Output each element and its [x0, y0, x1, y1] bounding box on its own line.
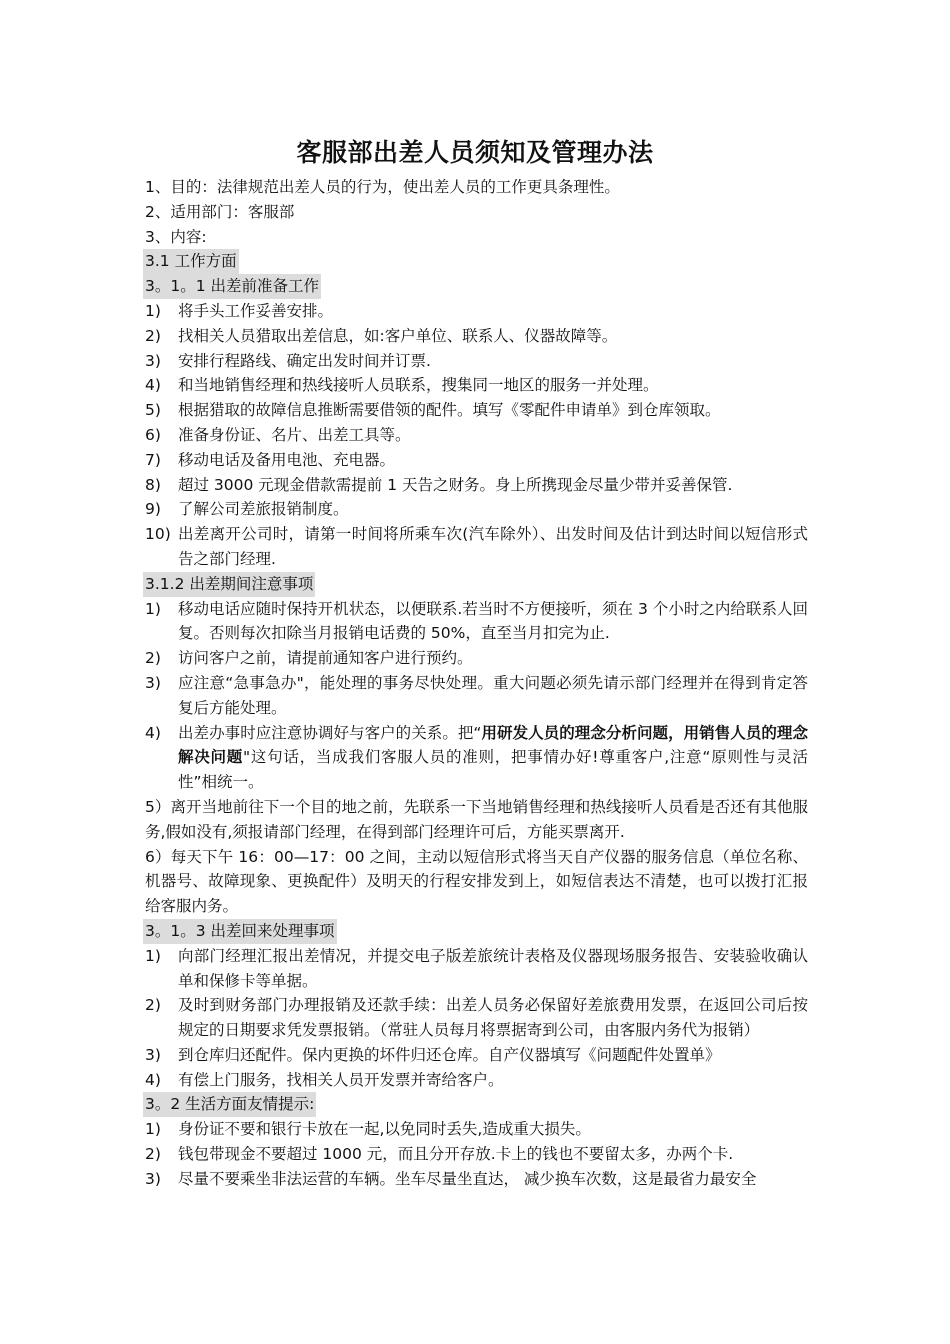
item-text: 了解公司差旅报销制度。 — [178, 500, 349, 519]
paragraph-leave-location: 5）离开当地前往下一个目的地之前，先联系一下当地销售经理和热线接听人员看是否还有其他服务,假如没有,须报请部门经理，在得到部门经理许可后，方能买票离开. — [145, 797, 808, 841]
item-number: 2) — [145, 326, 161, 345]
list-item — [145, 1043, 808, 1068]
item-number: 1) — [145, 301, 161, 320]
item-number: 5) — [145, 401, 161, 420]
section-heading-3-1-2: 3.1.2 出差期间注意事项 — [143, 572, 315, 597]
item-text: 访问客户之前，请提前通知客户进行预约。 — [178, 649, 473, 668]
section-heading-3-1-3: 3。1。3 出差回来处理事项 — [143, 919, 337, 944]
item-number: 3) — [145, 351, 161, 370]
item-number: 3) — [145, 1045, 161, 1064]
item-text: 根据猎取的故障信息推断需要借领的配件。填写《零配件申请单》到仓库领取。 — [178, 401, 721, 420]
item-text-post: "这句话，当成我们客服人员的准则，把事情办好!尊重客户,注意“原则性与灵活性”相统一。 — [178, 748, 808, 792]
item-number: 8) — [145, 475, 161, 494]
list-item — [145, 324, 808, 349]
list-during-trip — [145, 597, 808, 795]
intro-line-content: 3、内容: — [145, 227, 207, 246]
item-text: 向部门经理汇报出差情况，并提交电子版差旅统计表格及仪器现场服务报告、安装验收确认单和保修卡等单据。 — [178, 946, 808, 990]
item-number: 4) — [145, 1070, 161, 1089]
list-after-trip — [145, 944, 808, 1093]
list-item — [145, 1117, 808, 1142]
intro-line-department: 2、适用部门：客服部 — [145, 202, 295, 221]
item-text: 应注意“急事急办"，能处理的事务尽快处理。重大问题必须先请示部门经理并在得到肯定答复后方能处理。 — [178, 673, 808, 717]
list-item — [145, 522, 808, 572]
item-text: 安排行程路线、确定出发时间并订票. — [178, 351, 431, 370]
list-item — [145, 721, 808, 795]
item-number: 1) — [145, 946, 161, 965]
item-text: 及时到财务部门办理报销及还款手续：出差人员务必保留好差旅费用发票，在返回公司后按规定的日期要求凭发票报销。（常驻人员每月将票据寄到公司，由客服内务代为报销） — [178, 996, 808, 1040]
item-text: 超过 3000 元现金借款需提前 1 天告之财务。身上所携现金尽量少带并妥善保管. — [178, 475, 733, 494]
list-item — [145, 646, 808, 671]
item-text: 找相关人员猎取出差信息，如:客户单位、联系人、仪器故障等。 — [178, 326, 618, 345]
list-item — [145, 349, 808, 374]
item-number: 2) — [145, 649, 161, 668]
list-pre-trip — [145, 299, 808, 572]
item-number: 1) — [145, 599, 161, 618]
item-number: 9) — [145, 500, 161, 519]
item-text-bold: 用研发人员的理念分析问题，用销售人员的理念解决问题 — [178, 723, 808, 767]
list-item — [145, 1167, 808, 1192]
item-number: 6) — [145, 425, 161, 444]
item-text: 到仓库归还配件。保内更换的坏件归还仓库。自产仪器填写《问题配件处置单》 — [178, 1045, 721, 1064]
section-heading-3-1-1: 3。1。1 出差前准备工作 — [143, 274, 321, 299]
item-text: 尽量不要乘坐非法运营的车辆。坐车尽量坐直达， 减少换车次数，这是最省力最安全 — [178, 1169, 757, 1188]
item-number: 3) — [145, 673, 161, 692]
item-text: 移动电话及备用电池、充电器。 — [178, 450, 396, 469]
list-item — [145, 448, 808, 473]
paragraph-daily-report: 6）每天下午 16：00—17：00 之间，主动以短信形式将当天自产仪器的服务信息（单位名称、机器号、故障现象、更换配件）及明天的行程安排发到上，如短信表达不清楚，也可以拨打汇报给客服内务。 — [145, 847, 808, 916]
list-item — [145, 993, 808, 1043]
item-number: 2) — [145, 996, 161, 1015]
item-number: 2) — [145, 1145, 161, 1164]
document-title: 客服部出差人员须知及管理办法 — [296, 138, 654, 167]
item-text: 准备身份证、名片、出差工具等。 — [178, 425, 411, 444]
list-item — [145, 398, 808, 423]
item-text: 有偿上门服务，找相关人员开发票并寄给客户。 — [178, 1070, 504, 1089]
item-number: 1) — [145, 1120, 161, 1139]
item-number: 10) — [145, 525, 171, 544]
document-body — [145, 175, 808, 1192]
list-item — [145, 944, 808, 994]
item-text: 将手头工作妥善安排。 — [178, 301, 334, 320]
list-item — [145, 473, 808, 498]
list-item — [145, 597, 808, 647]
section-heading-3-1: 3.1 工作方面 — [143, 249, 239, 274]
item-number: 4) — [145, 723, 161, 742]
list-item — [145, 1142, 808, 1167]
item-text: 钱包带现金不要超过 1000 元，而且分开存放.卡上的钱也不要留太多，办两个卡. — [178, 1145, 734, 1164]
list-item — [145, 1068, 808, 1093]
list-life-tips — [145, 1117, 808, 1191]
item-text: 出差离开公司时，请第一时间将所乘车次(汽车除外）、出发时间及估计到达时间以短信形式告之部门经理. — [178, 525, 808, 568]
item-number: 7) — [145, 450, 161, 469]
list-item — [145, 671, 808, 721]
intro-line-purpose: 1、目的：法律规范出差人员的行为，使出差人员的工作更具条理性。 — [145, 178, 620, 196]
item-text: 移动电话应随时保持开机状态，以便联系.若当时不方便接听，须在 3 个小时之内给联系人回复。否则每次扣除当月报销电话费的 50%，直至当月扣完为止. — [178, 599, 808, 643]
item-number: 3) — [145, 1169, 161, 1188]
item-text: 和当地销售经理和热线接听人员联系，搜集同一地区的服务一并处理。 — [178, 376, 659, 395]
section-heading-3-2: 3。2 生活方面友情提示: — [143, 1092, 316, 1117]
item-text-pre: 出差办事时应注意协调好与客户的关系。把“ — [178, 723, 482, 742]
list-item — [145, 373, 808, 398]
item-number: 4) — [145, 376, 161, 395]
list-item — [145, 497, 808, 522]
item-text: 身份证不要和银行卡放在一起,以免同时丢失,造成重大损失。 — [178, 1120, 591, 1139]
list-item — [145, 423, 808, 448]
list-item — [145, 299, 808, 324]
